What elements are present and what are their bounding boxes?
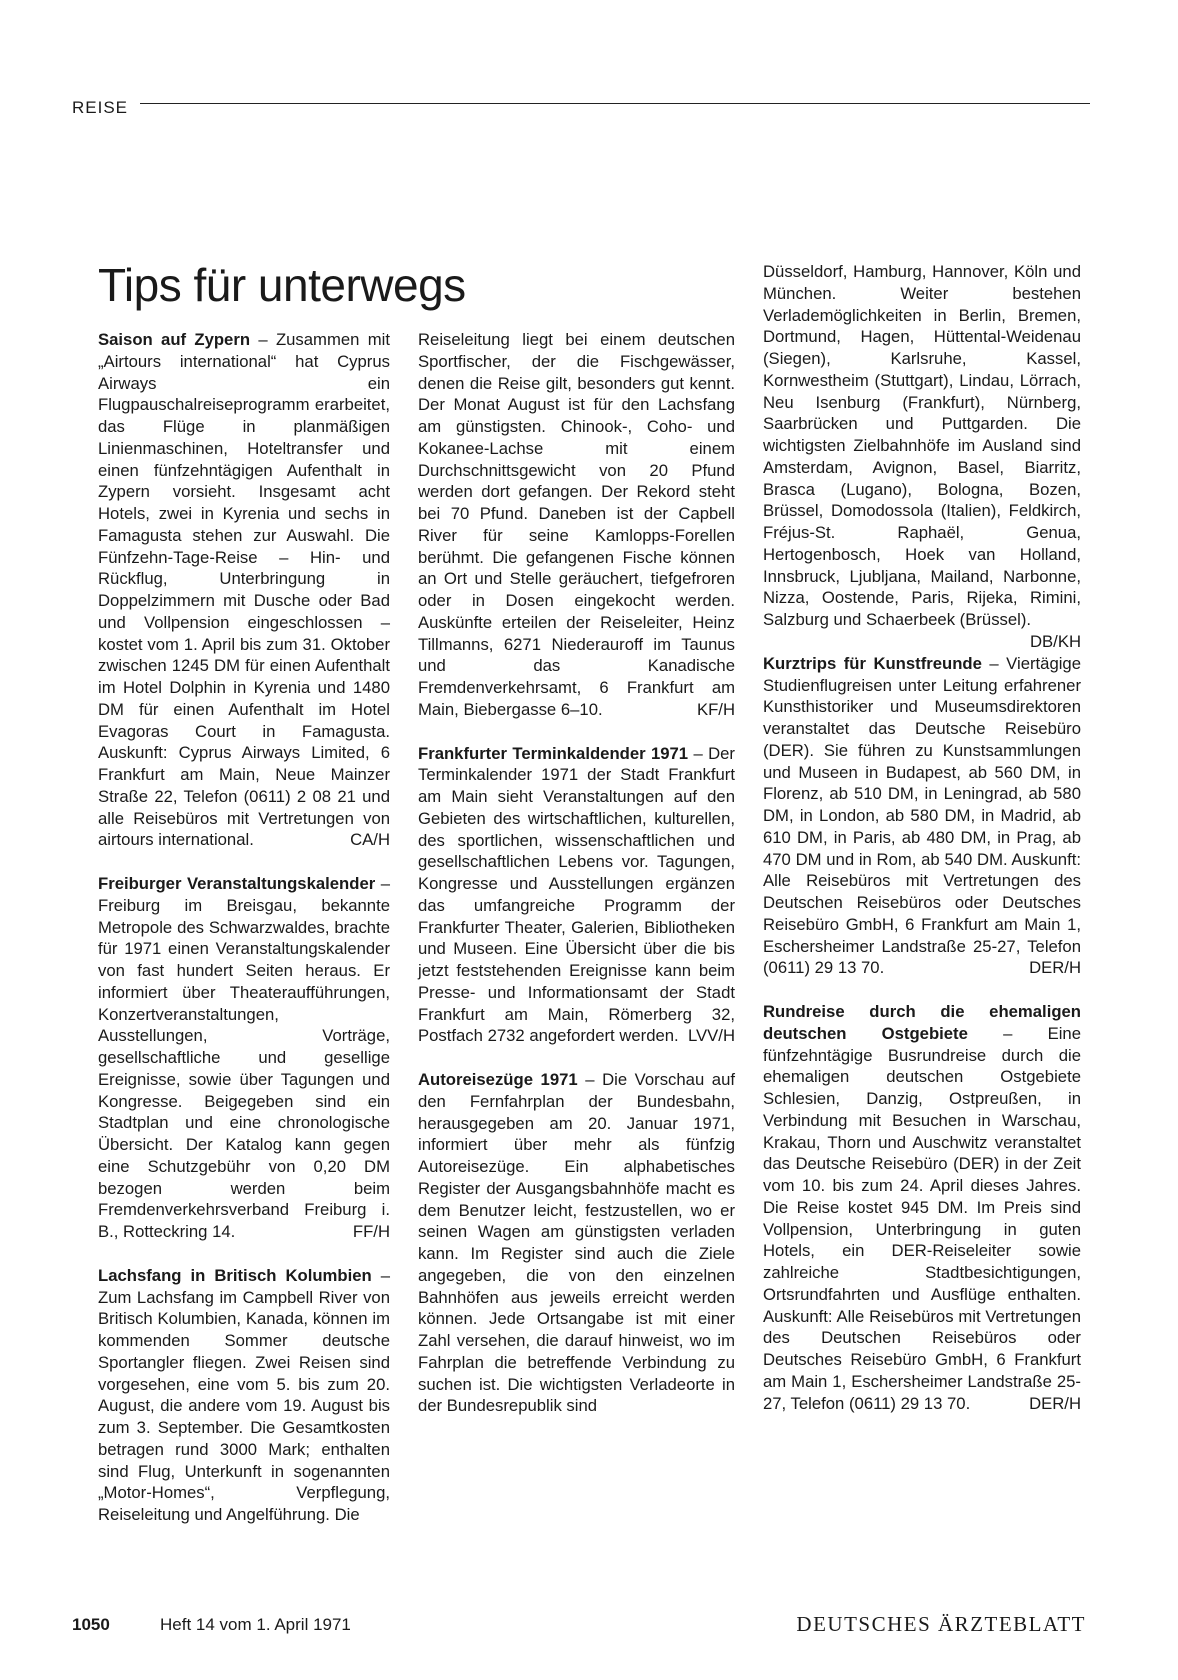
article-body: – Viertägige Studienflugreisen unter Leitung erfahrener Kunsthistoriker und Museumsdirektoren veranstaltet das Deutsche Reisebüro (DER). Sie führen zu Kunstsammlungen und Museen in Budapest, ab 560 DM, in Florenz, ab 510 DM, in Leningrad, ab 580 DM, in London, ab 580 DM, in Madrid, ab 610 DM, in Paris, ab 480 DM, in Prag, ab 470 DM und in Rom, ab 540 DM. Auskunft: Alle Reisebüros mit Vertretungen des Deutschen Reisebüros oder Deutsches Reisebüro GmbH, 6 Frankfurt am Main 1, Eschersheimer Landstraße 25-27, Telefon (0611) 29 13 70. — [763, 653, 1081, 978]
article — [418, 743, 735, 1048]
article — [98, 1265, 390, 1526]
article-signature: DER/H — [1029, 958, 1081, 978]
article-signature: FF/H — [352, 1222, 390, 1241]
article — [418, 1069, 735, 1417]
column-1 — [98, 329, 390, 1548]
column-2 — [418, 329, 735, 1439]
article-body: Reiseleitung liegt bei einem deutschen Sportfischer, der die Fischgewässer, denen die Reise gilt, besonders gut kennt. Der Monat August ist für den Lachsfang am günstigsten. Chinook-, Coho- und Kokanee-Lachse mit einem Durchschnittsgewicht von 20 Pfund werden dort gefangen. Der Rekord steht bei 70 Pfund. Daneben ist der Capbell River für seine Kamlopps-Forellen berühmt. Die gefangenen Fische können an Ort und Stelle geräuchert, tiefgefroren oder in Dosen eingekocht werden. Auskünfte erteilen der Reiseleiter, Heinz Tillmanns, 6271 Niederauroff im Taunus und das Kanadische Fremdenverkehrsamt, 6 Frankfurt am Main, Biebergasse 6–10. — [418, 330, 735, 719]
article-signature: CA/H — [350, 830, 390, 850]
article — [763, 261, 1081, 651]
article — [98, 873, 390, 1243]
article-signature: DB/KH — [1030, 631, 1081, 651]
magazine-name: DEUTSCHES ÄRZTEBLATT — [796, 1612, 1086, 1636]
article — [763, 653, 1081, 979]
page-title: Tips für unterwegs — [98, 259, 466, 311]
article — [418, 329, 735, 721]
page-number: 1050 — [72, 1615, 110, 1634]
header-rule — [140, 103, 1090, 104]
article-signature: LVV/H — [688, 1026, 735, 1046]
article-body: Düsseldorf, Hamburg, Hannover, Köln und München. Weiter bestehen Verlademöglichkeiten in Berlin, Bremen, Dortmund, Hagen, Hüttental-Weidenau (Siegen), Karlsruhe, Kassel, Kornwestheim (Stuttgart), Lindau, Lörrach, Neu Isenburg (Frankfurt), Nürnberg, Saarbrücken und Puttgarden. Die wichtigsten Zielbahnhöfe im Ausland sind Amsterdam, Avignon, Basel, Biarritz, Brasca (Lugano), Bologna, Bozen, Brüssel, Domodossola (Italien), Feldkirch, Fréjus-St. Raphaël, Genua, Hertogenbosch, Hoek van Holland, Innsbruck, Ljubljana, Mailand, Narbonne, Nizza, Oostende, Paris, Rijeka, Rimini, Salzburg und Schaerbeek (Brüssel). — [763, 262, 1081, 629]
article-body: – Eine fünfzehntägige Busrundreise durch die ehemaligen deutschen Ostgebiete Schlesien, Danzig, Ostpreußen, in Verbindung mit Besuchen in Warschau, Krakau, Thorn und Auschwitz veranstaltet das Deutsche Reisebüro (DER) in der Zeit vom 10. bis zum 24. April dieses Jahres. Die Reise kostet 945 DM. Im Preis sind Vollpension, Unterbringung in guten Hotels, ein DER-Reiseleiter sowie zahlreiche Stadtbesichtigungen, Ortsrundfahrten und Ausflüge enthalten. Auskunft: Alle Reisebüros mit Vertretungen des Deutschen Reisebüros oder Deutsches Reisebüro GmbH, 6 Frankfurt am Main 1, Eschersheimer Landstraße 25-27, Telefon (0611) 29 13 70. — [763, 1023, 1081, 1413]
article-signature: KF/H — [696, 699, 735, 719]
article-body: – Freiburg im Breisgau, bekannte Metropole des Schwarzwaldes, brachte für 1971 einen Veranstaltungskalender von fast hundert Seiten heraus. Er informiert über Theateraufführungen, Konzertveranstaltungen, Ausstellungen, Vorträge, gesellschaftliche und gesellige Ereignisse, sowie über Tagungen und Kongresse. Beigegeben sind ein Stadtplan und eine chronologische Übersicht. Der Katalog kann gegen eine Schutzgebühr von 0,20 DM bezogen werden beim Fremdenverkehrsverband Freiburg i. B., Rotteckring 14. — [98, 874, 390, 1241]
article-heading: Autoreisezüge 1971 — [418, 1070, 578, 1089]
article — [98, 329, 390, 851]
article-heading: Lachsfang in Britisch Kolumbien — [98, 1265, 372, 1285]
article-body: – Zusammen mit „Airtours international“ hat Cyprus Airways ein Flugpauschalreiseprogramm erarbeitet, das Flüge in planmäßigen Linienmaschinen, Hoteltransfer und einen fünfzehntägigen Aufenthalt in Zypern vorsieht. Insgesamt acht Hotels, zwei in Kyrenia und sechs in Famagusta stehen zur Auswahl. Die Fünfzehn-Tage-Reise – Hin- und Rückflug, Unterbringung in Doppelzimmern mit Dusche oder Bad und Vollpension eingeschlossen – kostet vom 1. April bis zum 31. Oktober zwischen 1245 DM für einen Aufenthalt im Hotel Dolphin in Kyrenia und 1480 DM für einen Aufenthalt im Hotel Evagoras Court in Famagusta. Auskunft: Cyprus Airways Limited, 6 Frankfurt am Main, Neue Mainzer Straße 22, Telefon (0611) 2 08 21 und alle Reisebüros mit Vertretungen von airtours international. — [98, 330, 390, 850]
article-body: – Zum Lachsfang im Campbell River von Britisch Kolumbien, Kanada, können im kommenden Sommer deutsche Sportangler fliegen. Zwei Reisen sind vorgesehen, eine vom 5. bis zum 20. August, die andere vom 19. August bis zum 3. September. Die Gesamtkosten betragen rund 3000 Mark; enthalten sind Flug, Unterkunft in sogenannten „Motor-Homes“, Verpflegung, Reiseleitung und Angelführung. Die — [98, 1265, 390, 1524]
column-3 — [763, 261, 1081, 1436]
article-heading: Freiburger Veranstaltungskalender — [98, 874, 376, 893]
issue-info: Heft 14 vom 1. April 1971 — [160, 1615, 351, 1634]
article-heading: Frankfurter Terminkaldender 1971 — [418, 743, 689, 763]
article-body: – Die Vorschau auf den Fernfahrplan der Bundesbahn, herausgegeben am 20. Januar 1971, informiert über mehr als fünfzig Autoreisezüge. Ein alphabetisches Register der Ausgangsbahnhöfe macht es dem Benutzer leicht, festzustellen, wo er seinen Wagen am günstigsten verladen kann. Im Register sind auch die Ziele angegeben, die von den einzelnen Bahnhöfen aus jeweils erreicht werden können. Jede Ortsangabe ist mit einer Zahl versehen, die darauf hinweist, wo im Fahrplan die betreffende Verbindung zu suchen ist. Die wichtigsten Verladeorte in der Bundesrepublik sind — [418, 1070, 735, 1416]
article-heading: Rundreise durch die ehemaligen deutschen Ostgebiete — [763, 1002, 1081, 1043]
article — [763, 1001, 1081, 1414]
article-heading: Saison auf Zypern — [98, 330, 251, 349]
article-signature: DER/H — [1029, 1393, 1081, 1413]
article-heading: Kurztrips für Kunstfreunde — [763, 653, 982, 673]
article-body: – Der Terminkalender 1971 der Stadt Frankfurt am Main sieht Veranstaltungen auf den Gebieten des wirtschaftlichen, kulturellen, des sportlichen, wissenschaftlichen und gesellschaftlichen Lebens vor. Tagungen, Kongresse und Ausstellungen ergänzen das umfangreiche Programm der Frankfurter Theater, Galerien, Bibliotheken und Museen. Eine Übersicht über die bis jetzt feststehenden Ereignisse kann beim Presse- und Informationsamt der Stadt Frankfurt am Main, Römerberg 32, Postfach 2732 angefordert werden. — [418, 743, 735, 1046]
section-label: REISE — [72, 98, 129, 117]
